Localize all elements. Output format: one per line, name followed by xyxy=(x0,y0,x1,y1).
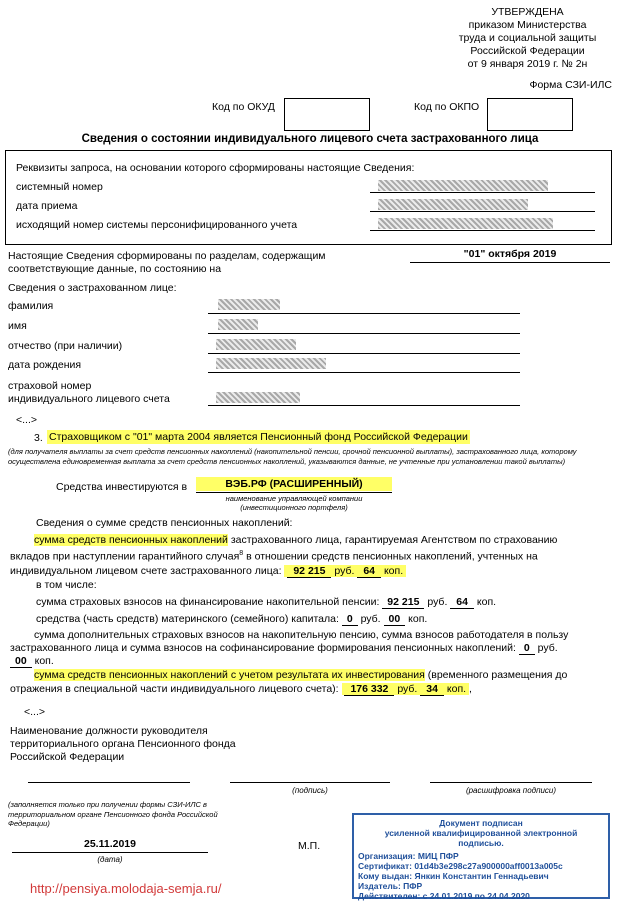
savings-line xyxy=(10,564,608,578)
extra-label: застрахованного лица и сумма взносов на софинансирование формирования пенсионных накоплений: xyxy=(10,642,516,654)
invested-kop: 34 xyxy=(420,683,444,696)
system-number-label: системный номер xyxy=(16,181,103,193)
position-line-rule xyxy=(28,782,190,783)
savings-invested xyxy=(10,668,610,696)
savings-line xyxy=(10,682,610,696)
rub-unit: руб. xyxy=(334,564,355,577)
okpo-box xyxy=(487,98,573,131)
divider xyxy=(208,372,520,373)
contrib-label: сумма страховых взносов на финансирование накопительной пенсии: xyxy=(36,596,380,608)
text: вкладов при наступлении гарантийного случая xyxy=(10,550,240,563)
surname-label: фамилия xyxy=(8,300,54,312)
kop-unit: коп. xyxy=(476,596,497,608)
formed-line: соответствующие данные, по состоянию на xyxy=(8,263,222,275)
divider xyxy=(196,492,392,493)
stamp-place: М.П. xyxy=(298,840,321,852)
amount-rub: 92 215 xyxy=(287,565,331,578)
text: (временного размещения до xyxy=(424,669,568,681)
receive-date-label: дата приема xyxy=(16,200,78,212)
extra-kop: 00 xyxy=(10,655,32,668)
text: индивидуальном лицевом счете застрахованного лица: xyxy=(10,564,285,577)
note-line: территориальном органе Пенсионного фонда Российской xyxy=(8,809,218,819)
stamp-line: усиленной квалифицированной электронной xyxy=(384,828,578,838)
outgoing-number-value xyxy=(378,218,553,229)
stamp-cert: Сертификат: 01d4b3e298c27a900000aff0013a005c xyxy=(358,861,563,871)
matcap-kop: 00 xyxy=(384,613,406,626)
okpo-label: Код по ОКПО xyxy=(414,101,480,113)
position-line: территориального органа Пенсионного фонда xyxy=(10,738,236,750)
invest-caption xyxy=(196,494,392,512)
stamp-issued-to: Кому выдан: Янкин Константин Геннадьевич xyxy=(358,871,549,881)
signature-note xyxy=(8,800,218,829)
watermark-url: http://pensiya.molodaja-semja.ru/ xyxy=(30,881,222,896)
contrib-kop: 64 xyxy=(450,596,474,609)
formed-text xyxy=(8,250,326,276)
okud-label: Код по ОКУД xyxy=(212,101,275,113)
contrib-row xyxy=(36,596,496,608)
divider xyxy=(208,405,520,406)
rub-unit: руб. xyxy=(537,642,558,654)
invested-rub: 176 332 xyxy=(344,683,394,696)
extra-line: сумма дополнительных страховых взносов на накопительную пенсию, сумма взносов работодателя в пользу xyxy=(34,629,569,641)
patronymic-value xyxy=(216,339,296,350)
divider xyxy=(12,852,208,853)
receive-date-value xyxy=(378,199,528,210)
snils-value xyxy=(216,392,300,403)
approval-line: труда и социальной защиты xyxy=(458,32,597,44)
stamp-issuer: Издатель: ПФР xyxy=(358,881,423,891)
decode-line xyxy=(430,782,592,783)
decode-caption: (расшифровка подписи) xyxy=(465,786,557,795)
position-title xyxy=(10,725,236,764)
contrib-rub: 92 215 xyxy=(382,596,424,609)
matcap-rub: 0 xyxy=(342,613,358,626)
extra-line xyxy=(10,642,610,655)
page-title: Сведения о состоянии индивидуального лицевого счета застрахованного лица xyxy=(81,133,539,145)
extra-line xyxy=(10,655,610,668)
divider xyxy=(208,353,520,354)
birth-date-value xyxy=(216,358,326,369)
birth-date-label: дата рождения xyxy=(8,359,82,371)
invested-amount xyxy=(342,683,469,695)
snils-label xyxy=(8,380,170,406)
formed-date: "01" октября 2019 xyxy=(463,248,557,260)
ellipsis: <...> xyxy=(16,414,38,426)
text: отражения в специальной части индивидуального лицевого счета): xyxy=(10,683,342,695)
formed-line: Настоящие Сведения сформированы по разделам, содержащим xyxy=(8,250,326,262)
text: в отношении средств пенсионных накоплений, учтенных на xyxy=(243,550,538,563)
stamp-valid: Действителен: с 24.01.2019 по 24.04.2020 xyxy=(358,891,530,901)
extra-rub: 0 xyxy=(519,642,535,655)
divider xyxy=(208,333,520,334)
note-line: (заполняется только при получении формы СЗИ-ИЛС в xyxy=(8,800,207,809)
rub-unit: руб. xyxy=(427,596,448,608)
snils-line: страховой номер xyxy=(8,380,92,392)
including-label: в том числе: xyxy=(36,579,97,591)
footnote: 8 xyxy=(239,550,244,557)
savings-line xyxy=(34,668,610,682)
savings-guaranteed xyxy=(10,533,608,578)
divider xyxy=(208,313,520,314)
date-caption: (дата) xyxy=(97,855,123,864)
request-heading: Реквизиты запроса, на основании которого сформированы настоящие Сведения: xyxy=(16,162,415,174)
divider xyxy=(370,230,595,231)
signature-caption: (подпись) xyxy=(292,786,328,795)
approval-block xyxy=(440,6,615,71)
text: застрахованного лица, гарантируемая Агентством по страхованию xyxy=(227,534,558,546)
matcap-row xyxy=(36,613,427,625)
snils-line: индивидуального лицевого счета xyxy=(8,393,170,405)
divider xyxy=(370,192,595,193)
invest-company: ВЭБ.РФ (РАСШИРЕННЫЙ) xyxy=(196,477,392,491)
ellipsis: <...> xyxy=(24,706,46,718)
kop-unit: коп. xyxy=(446,683,467,695)
patronymic-label: отчество (при наличии) xyxy=(8,340,123,352)
signature-date: 25.11.2019 xyxy=(84,838,136,850)
comma: , xyxy=(468,683,472,695)
signature-line xyxy=(230,782,390,783)
section3-number: 3. xyxy=(34,432,43,444)
stamp-org: Организация: МИЦ ПФР xyxy=(358,851,459,861)
approval-line: УТВЕРЖДЕНА xyxy=(491,6,564,18)
savings-line xyxy=(10,547,608,564)
divider xyxy=(410,262,610,263)
invest-caption-line: (инвестиционного портфеля) xyxy=(240,503,348,512)
rub-unit: руб. xyxy=(397,683,418,695)
guaranteed-amount xyxy=(284,565,406,577)
approval-line: от 9 января 2019 г. № 2н xyxy=(467,58,588,70)
position-line: Российской Федерации xyxy=(10,751,125,763)
rub-unit: руб. xyxy=(360,613,381,625)
stamp-line: подписью. xyxy=(458,838,504,848)
section3-text: Страховщиком с "01" марта 2004 является Пенсионный фонд Российской Федерации xyxy=(49,431,468,443)
e-signature-stamp xyxy=(352,813,610,899)
system-number-value xyxy=(378,180,548,191)
kop-unit: коп. xyxy=(383,564,404,577)
stamp-line: Документ подписан xyxy=(439,818,523,828)
okud-box xyxy=(284,98,370,131)
highlight: сумма средств пенсионных накоплений xyxy=(34,534,228,546)
approval-line: приказом Министерства xyxy=(468,19,587,31)
invest-caption-line: наименование управляющей компании xyxy=(225,494,363,503)
insured-heading: Сведения о застрахованном лице: xyxy=(8,282,177,294)
name-label: имя xyxy=(8,320,27,332)
surname-value xyxy=(218,299,280,310)
name-value xyxy=(218,319,258,330)
amount-kop: 64 xyxy=(357,565,381,578)
kop-unit: коп. xyxy=(34,655,54,667)
invest-label: Средства инвестируются в xyxy=(56,481,188,493)
savings-heading: Сведения о сумме средств пенсионных накоплений: xyxy=(36,517,293,529)
outgoing-number-label: исходящий номер системы персонифицированного учета xyxy=(16,219,298,231)
section3-note: (для получателя выплаты за счет средств пенсионных накоплений (накопительной пенсии, срочной пенсионной выплаты), застрахованного лица, которому осуществлена единовременная выплата за счет средств пенсионных накоплений, указываются данные, не учтенные при установлении такой выплаты) xyxy=(8,447,577,466)
note-line: Федерации) xyxy=(8,819,50,828)
kop-unit: коп. xyxy=(408,613,428,625)
approval-line: Российской Федерации xyxy=(470,45,585,57)
position-line: Наименование должности руководителя xyxy=(10,725,208,737)
matcap-label: средства (часть средств) материнского (семейного) капитала: xyxy=(36,613,339,625)
divider xyxy=(370,211,595,212)
extra-row xyxy=(10,629,610,668)
highlight: сумма средств пенсионных накоплений с учетом результата их инвестирования xyxy=(34,669,425,681)
form-code: Форма СЗИ-ИЛС xyxy=(529,79,612,91)
savings-line xyxy=(34,533,608,547)
